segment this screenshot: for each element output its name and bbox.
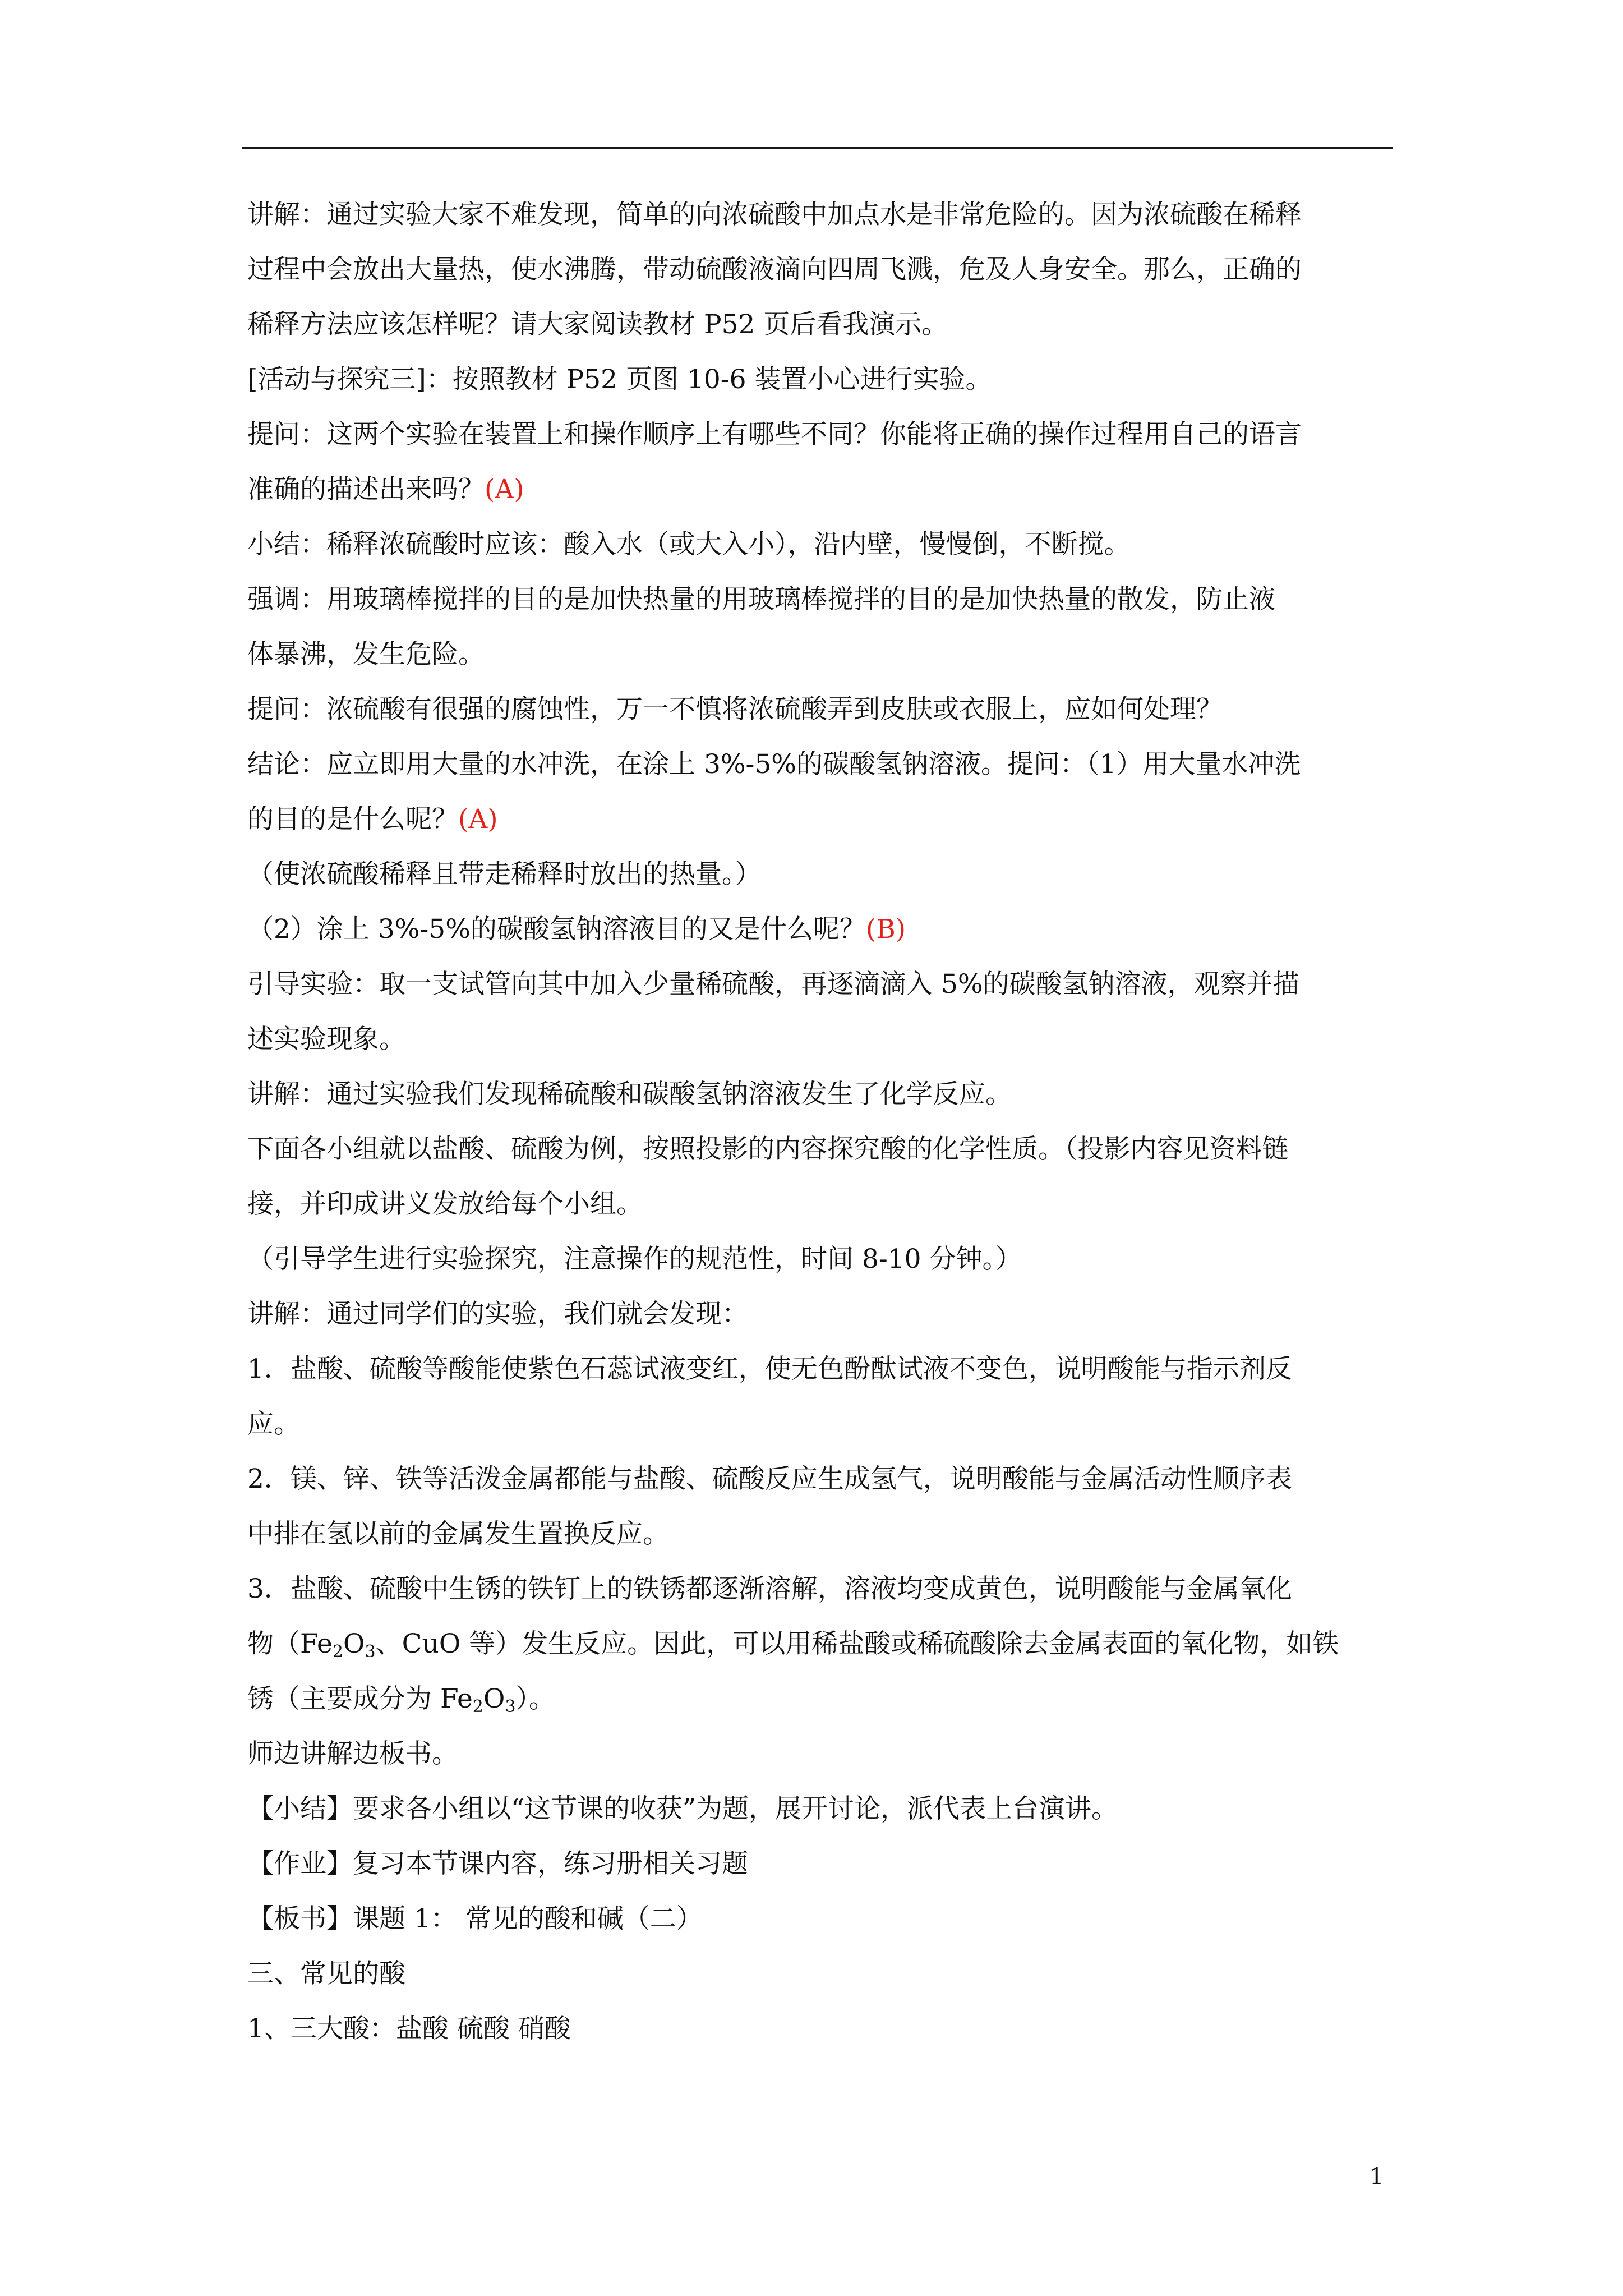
text-line: 讲解：通过实验我们发现稀硫酸和碳酸氢钠溶液发生了化学反应。 <box>247 1079 1012 1110</box>
document-body <box>247 187 1397 2056</box>
text-segment: （2）涂上 3%-5%的碳酸氢钠溶液目的又是什么呢？ <box>247 914 866 945</box>
text-line: 小结：稀释浓硫酸时应该：酸入水（或大入小），沿内壁，慢慢倒，不断搅。 <box>247 529 1131 560</box>
text-line: 应。 <box>247 1409 300 1439</box>
header-rule <box>242 147 1393 149</box>
text-line: 三、常见的酸 <box>247 1958 405 1989</box>
text-line: 2．镁、锌、铁等活泼金属都能与盐酸、硫酸反应生成氢气，说明酸能与金属活动性顺序表 <box>247 1464 1292 1494</box>
text-line: 提问：浓硫酸有很强的腐蚀性，万一不慎将浓硫酸弄到皮肤或衣服上，应如何处理？ <box>247 694 1223 725</box>
text-segment: 准确的描述出来吗？ <box>247 474 485 505</box>
text-line: 提问：这两个实验在装置上和操作顺序上有哪些不同？你能将正确的操作过程用自己的语言 <box>247 419 1302 450</box>
subscript: 3 <box>505 1697 516 1717</box>
text-segment: 、CuO 等）发生反应。因此，可以用稀盐酸或稀硫酸除去金属表面的氧化物，如铁 <box>375 1628 1339 1659</box>
text-line: 1、三大酸：盐酸 硫酸 硝酸 <box>247 2013 571 2044</box>
text-line: 稀释方法应该怎样呢？请大家阅读教材 P52 页后看我演示。 <box>247 309 948 340</box>
text-line <box>247 902 1397 957</box>
text-segment: O <box>343 1628 365 1659</box>
text-line: （引导学生进行实验探究，注意操作的规范性，时间 8-10 分钟。） <box>247 1244 1022 1274</box>
text-line: （使浓硫酸稀释且带走稀释时放出的热量。） <box>247 859 762 890</box>
answer-mark: (B) <box>865 914 906 945</box>
text-line: 引导实验：取一支试管向其中加入少量稀硫酸，再逐滴滴入 5%的碳酸氢钠溶液，观察并描 <box>247 969 1299 1000</box>
text-segment: 锈（主要成分为 Fe <box>247 1683 473 1714</box>
page-number: 1 <box>1370 2164 1384 2189</box>
answer-mark: (A) <box>485 474 524 505</box>
text-line: 讲解：通过实验大家不难发现，简单的向浓硫酸中加点水是非常危险的。因为浓硫酸在稀释 <box>247 199 1302 230</box>
text-line: 体暴沸，发生危险。 <box>247 639 485 670</box>
text-line: 【小结】要求各小组以“这节课的收获”为题，展开讨论，派代表上台演讲。 <box>247 1793 1118 1824</box>
text-segment: 的目的是什么呢？ <box>247 804 458 835</box>
text-line <box>247 462 1397 517</box>
text-line: 强调：用玻璃棒搅拌的目的是加快热量的用玻璃棒搅拌的目的是加快热量的散发，防止液 <box>247 584 1275 615</box>
text-line: 师边讲解边板书。 <box>247 1738 458 1769</box>
text-line-formula <box>247 1672 1397 1727</box>
text-line: 下面各小组就以盐酸、硫酸为例，按照投影的内容探究酸的化学性质。（投影内容见资料链 <box>247 1134 1289 1165</box>
text-line: 3．盐酸、硫酸中生锈的铁钉上的铁锈都逐渐溶解，溶液均变成黄色，说明酸能与金属氧化 <box>247 1573 1292 1604</box>
text-line: 中排在氢以前的金属发生置换反应。 <box>247 1519 669 1549</box>
text-line-formula <box>247 1617 1397 1672</box>
subscript: 2 <box>472 1697 483 1717</box>
subscript: 3 <box>365 1642 376 1662</box>
answer-mark: (A) <box>458 804 498 835</box>
text-line <box>247 792 1397 847</box>
text-segment: 物（Fe <box>247 1628 333 1659</box>
text-line: 结论：应立即用大量的水冲洗，在涂上 3%-5%的碳酸氢钠溶液。提问：（1）用大量水冲洗 <box>247 749 1301 780</box>
subscript: 2 <box>332 1642 343 1662</box>
text-line: 述实验现象。 <box>247 1024 405 1055</box>
text-line: 1．盐酸、硫酸等酸能使紫色石蕊试液变红，使无色酚酞试液不变色，说明酸能与指示剂反 <box>247 1354 1292 1384</box>
text-line: 讲解：通过同学们的实验，我们就会发现： <box>247 1299 748 1329</box>
text-line: 过程中会放出大量热，使水沸腾，带动硫酸液滴向四周飞溅，危及人身安全。那么，正确的 <box>247 254 1302 285</box>
text-segment: O <box>483 1683 505 1714</box>
text-segment: ）。 <box>515 1683 556 1714</box>
text-line: 【作业】复习本节课内容，练习册相关习题 <box>247 1848 748 1879</box>
text-line: 接，并印成讲义发放给每个小组。 <box>247 1189 643 1220</box>
text-line: 【板书】课题 1： 常见的酸和碱（二） <box>247 1903 703 1934</box>
text-line: [活动与探究三]：按照教材 P52 页图 10-6 装置小心进行实验。 <box>247 364 992 395</box>
